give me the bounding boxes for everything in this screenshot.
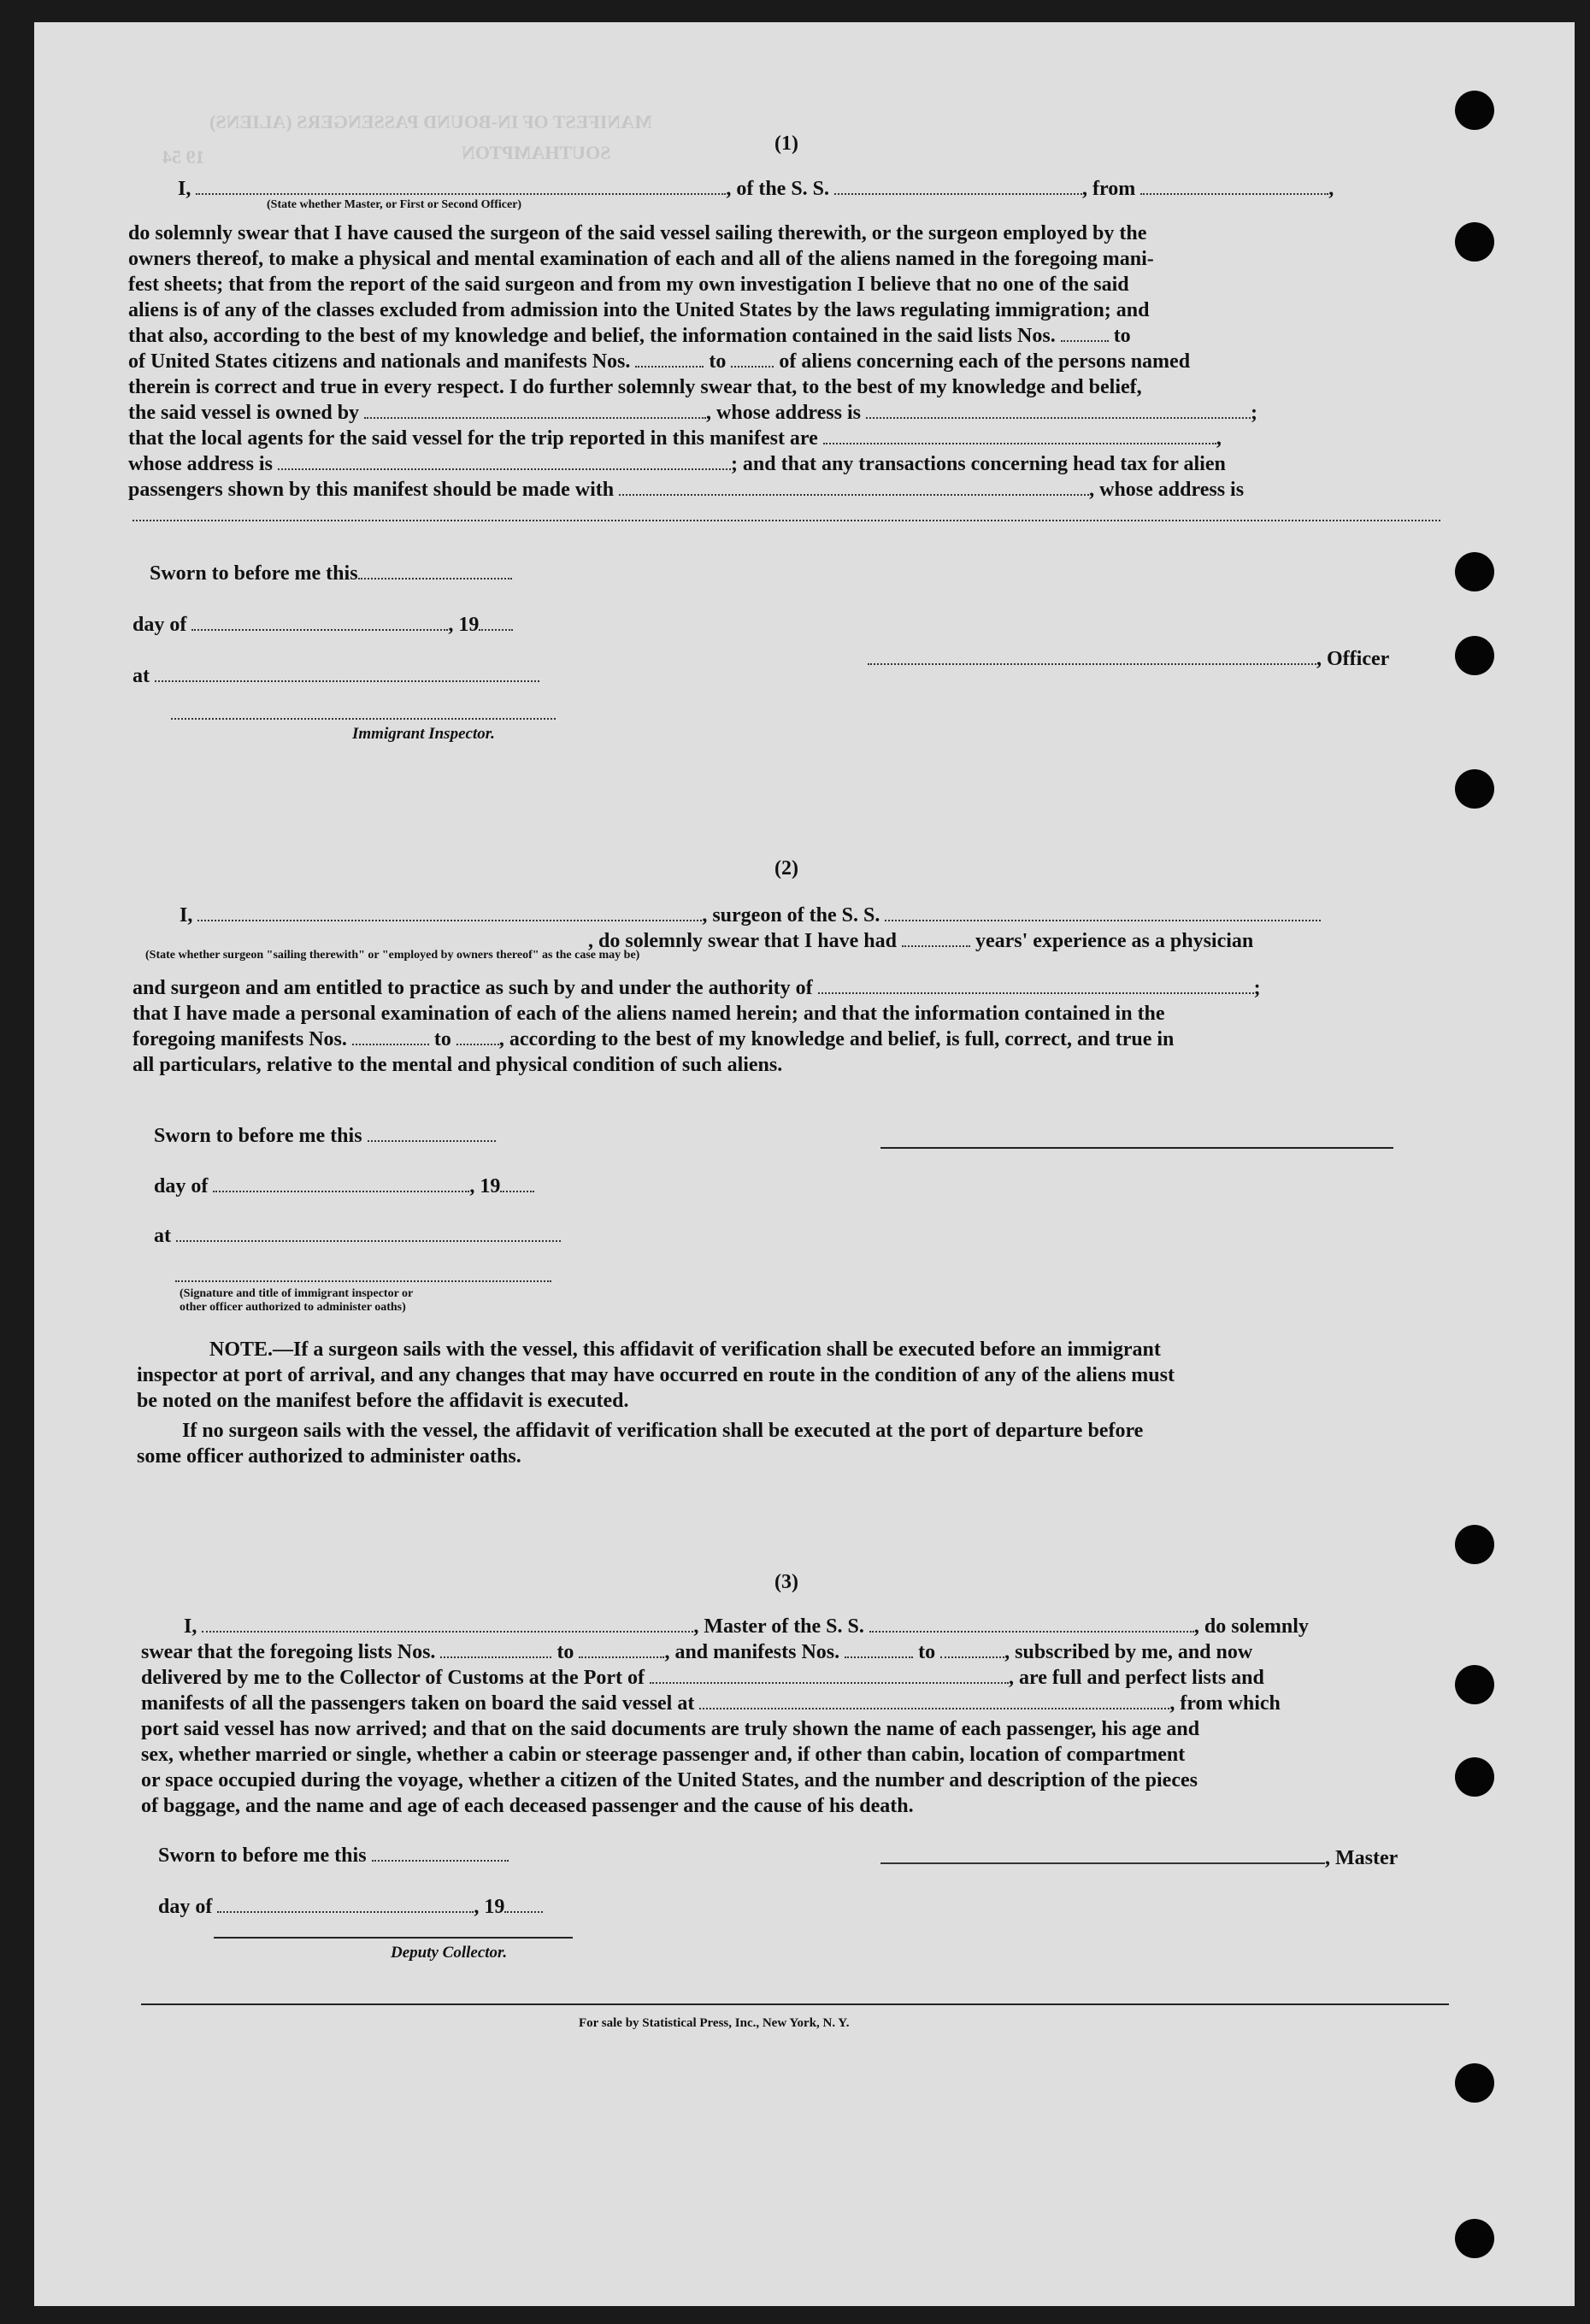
punch-hole <box>1455 1757 1494 1797</box>
practice-authority-field[interactable] <box>818 975 1254 994</box>
section2-line-5: all particulars, relative to the mental and physical condition of such aliens. <box>132 1054 783 1076</box>
lists-from-field[interactable] <box>1061 323 1109 342</box>
manifests-to-field[interactable] <box>731 349 774 368</box>
section1-line-12: passengers shown by this manifest should be made with , whose address is <box>128 479 1245 501</box>
master-signature-line[interactable] <box>880 1845 1325 1864</box>
section1-line-2: do solemnly swear that I have caused the surgeon of the said vessel sailing therewith, or the surgeon employed by the <box>128 222 1147 244</box>
section1-day-of: day of , 19 <box>132 612 513 638</box>
section3-master-signature: , Master <box>880 1845 1398 1871</box>
section1-line-5: aliens is of any of the classes excluded from admission into the United States by the laws regulating immigration; and <box>128 299 1150 321</box>
immigrant-inspector-label: Immigrant Inspector. <box>352 725 495 743</box>
boarding-port-field[interactable] <box>699 1691 1169 1709</box>
section3-heading: (3) <box>774 1571 798 1593</box>
section2-officer-signature-field[interactable] <box>175 1280 551 1282</box>
section3-line-3: delivered by me to the Collector of Customs at the Port of , are full and perfect lists and <box>141 1667 1264 1689</box>
section1-heading: (1) <box>774 132 798 155</box>
note-line-3: be noted on the manifest before the affidavit is executed. <box>137 1390 629 1412</box>
section2-line-4: foregoing manifests Nos. to , according to the best of my knowledge and belief, is full, correct, and true in <box>132 1028 1175 1050</box>
section2-manifests-from-field[interactable] <box>352 1027 429 1045</box>
inspector-signature-field[interactable] <box>171 718 556 720</box>
bleed-through-year: 19 54 <box>162 146 205 168</box>
section1-officer-signature: , Officer <box>868 646 1389 672</box>
from-port-field[interactable] <box>1140 176 1328 195</box>
punch-hole <box>1455 1665 1494 1704</box>
section2-at: at <box>154 1223 561 1249</box>
section1-line-10: that the local agents for the said vessel for the trip reported in this manifest are , <box>128 427 1222 450</box>
vessel-owner-field[interactable] <box>364 400 706 419</box>
section1-line-8: therein is correct and true in every respect. I do further solemnly swear that, to the best of my knowledge and belief, <box>128 376 1142 398</box>
master-vessel-field[interactable] <box>869 1614 1194 1633</box>
section2-sworn-date-field[interactable] <box>368 1123 496 1142</box>
section1-line-3: owners thereof, to make a physical and mental examination of each and all of the aliens named in the foregoing mani- <box>128 248 1154 270</box>
document-page <box>34 22 1575 2306</box>
section3-manifests-to-field[interactable] <box>940 1639 1004 1658</box>
local-agents-field[interactable] <box>823 426 1216 444</box>
master-name-field[interactable] <box>202 1614 693 1633</box>
section1-line-4: fest sheets; that from the report of the said surgeon and from my own investigation I believe that no one of the said <box>128 274 1129 296</box>
section3-line-1: I, , Master of the S. S. , do solemnly <box>184 1615 1309 1638</box>
section3-line-5: port said vessel has now arrived; and that on the said documents are truly shown the name of each passenger, his age and <box>141 1718 1200 1740</box>
deputy-collector-label: Deputy Collector. <box>391 1944 508 1962</box>
section2-line-1a: I, , surgeon of the S. S. <box>180 903 1321 928</box>
bleed-through-title: MANIFEST OF IN-BOUND PASSENGERS (ALIENS) <box>209 111 652 132</box>
note-line-1: NOTE.—If a surgeon sails with the vessel, this affidavit of verification shall be executed before an immigrant <box>209 1339 1161 1361</box>
surgeon-note: (State whether surgeon "sailing therewith" or "employed by owners thereof" as the case may be) <box>145 949 640 962</box>
section1-line-6: that also, according to the best of my knowledge and belief, the information contained in the said lists Nos. to <box>128 325 1131 347</box>
section1-place-field[interactable] <box>155 663 539 682</box>
section2-year-field[interactable] <box>500 1174 534 1192</box>
punch-hole <box>1455 769 1494 809</box>
punch-hole <box>1455 2063 1494 2103</box>
section3-line-2: swear that the foregoing lists Nos. to , and manifests Nos. to , subscribed by me, and now <box>141 1641 1253 1663</box>
section2-day-of: day of , 19 <box>154 1174 534 1199</box>
section1-day-month-field[interactable] <box>191 612 448 631</box>
section2-heading: (2) <box>774 857 798 880</box>
section1-line-9: the said vessel is owned by , whose address is ; <box>128 402 1257 424</box>
manifests-from-field[interactable] <box>635 349 704 368</box>
section3-line-4: manifests of all the passengers taken on board the said vessel at , from which <box>141 1692 1281 1715</box>
section3-line-8: of baggage, and the name and age of each deceased passenger and the cause of his death. <box>141 1795 914 1817</box>
section1-year-field[interactable] <box>479 612 513 631</box>
head-tax-party-field[interactable] <box>619 477 1089 496</box>
section1-sworn-date-field[interactable] <box>358 561 512 580</box>
punch-hole <box>1455 636 1494 675</box>
bleed-through-port: SOUTHAMPTON <box>462 142 611 163</box>
section2-line-1b: , do solemnly swear that I have had years' experience as a physician <box>588 930 1254 952</box>
surgeon-signature-line[interactable] <box>880 1147 1393 1149</box>
section2-place-field[interactable] <box>176 1223 561 1242</box>
section3-line-7: or space occupied during the voyage, whether a citizen of the United States, and the number and description of the pieces <box>141 1769 1198 1792</box>
printer-credit: For sale by Statistical Press, Inc., New York, N. Y. <box>579 2016 850 2030</box>
collector-signature-line[interactable] <box>214 1937 573 1939</box>
vessel-name-field[interactable] <box>834 176 1082 195</box>
section3-year-field[interactable] <box>504 1894 543 1913</box>
punch-hole <box>1455 91 1494 130</box>
note-line-4: If no surgeon sails with the vessel, the affidavit of verification shall be executed at the port of departure before <box>182 1420 1144 1442</box>
section1-line-7: of United States citizens and nationals and manifests Nos. to of aliens concerning each of the persons named <box>128 350 1191 373</box>
section3-sworn: Sworn to before me this <box>158 1843 509 1868</box>
section3-day-of: day of , 19 <box>158 1894 543 1920</box>
surgeon-name-field[interactable] <box>197 903 702 921</box>
section1-line-1: I, , of the S. S. , from , <box>178 178 1334 200</box>
section2-manifests-to-field[interactable] <box>456 1027 499 1045</box>
owner-address-field[interactable] <box>866 400 1251 419</box>
section3-manifests-from-field[interactable] <box>845 1639 913 1658</box>
punch-hole <box>1455 222 1494 262</box>
section1-line-11: whose address is ; and that any transactions concerning head tax for alien <box>128 453 1226 475</box>
head-tax-address-field[interactable] <box>132 520 1440 521</box>
punch-hole <box>1455 552 1494 591</box>
years-experience-field[interactable] <box>902 928 970 947</box>
section1-sworn: Sworn to before me this <box>150 561 512 586</box>
section2-line-3: that I have made a personal examination of each of the aliens named herein; and that the information contained in the <box>132 1003 1165 1025</box>
signature-note-line-1: (Signature and title of immigrant inspector or <box>180 1287 414 1300</box>
footer-rule <box>141 2003 1449 2005</box>
section3-lists-to-field[interactable] <box>579 1639 664 1658</box>
punch-hole <box>1455 2219 1494 2258</box>
officer-note: (State whether Master, or First or Second Officer) <box>267 198 522 211</box>
note-line-5: some officer authorized to administer oaths. <box>137 1445 521 1468</box>
section1-at: at <box>132 663 539 689</box>
signature-note-line-2: other officer authorized to administer oaths) <box>180 1301 406 1314</box>
note-line-2: inspector at port of arrival, and any changes that may have occurred en route in the condition of any of the aliens must <box>137 1364 1175 1386</box>
section2-sworn: Sworn to before me this <box>154 1123 496 1149</box>
section2-day-month-field[interactable] <box>213 1174 469 1192</box>
section3-day-month-field[interactable] <box>217 1894 474 1913</box>
section3-lists-from-field[interactable] <box>440 1639 551 1658</box>
section2-line-2: and surgeon and am entitled to practice as such by and under the authority of ; <box>132 977 1261 999</box>
agents-address-field[interactable] <box>278 451 731 470</box>
surgeon-vessel-field[interactable] <box>885 903 1321 921</box>
officer-name-field[interactable] <box>196 176 726 195</box>
officer-signature-field[interactable] <box>868 646 1316 665</box>
section3-line-6: sex, whether married or single, whether a cabin or steerage passenger and, if other than cabin, location of compartment <box>141 1744 1186 1766</box>
collector-port-field[interactable] <box>650 1665 1009 1684</box>
section3-sworn-date-field[interactable] <box>372 1843 509 1862</box>
punch-hole <box>1455 1525 1494 1564</box>
